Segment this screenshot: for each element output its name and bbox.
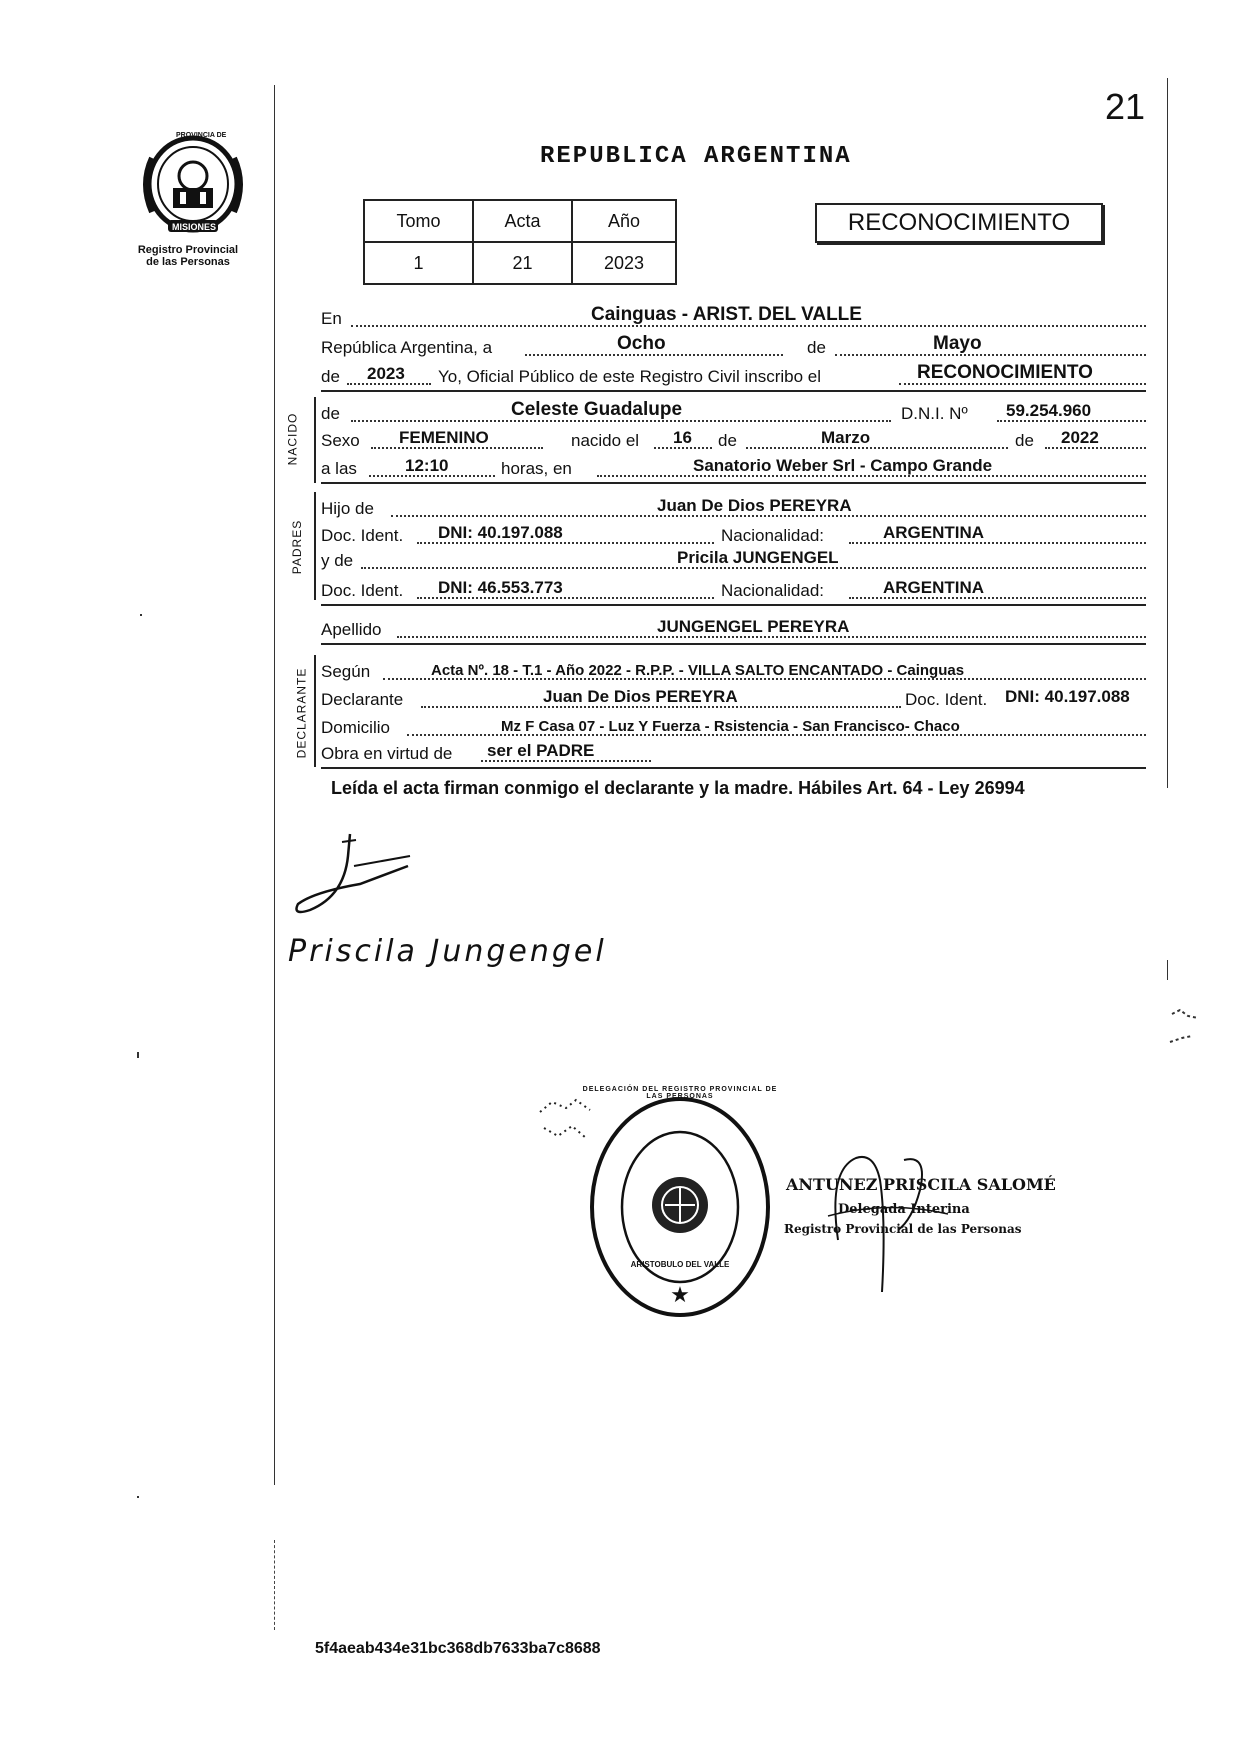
scan-speck	[140, 614, 142, 616]
declarante-doc-label: Doc. Ident.	[905, 690, 988, 709]
page-number: 21	[1105, 86, 1146, 127]
place-label: En	[321, 309, 342, 328]
line-sex-birth	[321, 424, 1146, 454]
birth-time: 12:10	[405, 456, 449, 475]
born-de2-label: de	[1015, 431, 1034, 450]
date-act: RECONOCIMIENTO	[917, 362, 1093, 383]
left-margin-rule-lower	[274, 1540, 275, 1630]
mother-doc-label: Doc. Ident.	[321, 581, 404, 600]
obra-label: Obra en virtud de	[321, 744, 453, 763]
father-nationality: ARGENTINA	[883, 523, 985, 542]
birth-place: Sanatorio Weber Srl - Campo Grande	[693, 456, 993, 475]
nacido-label: NACIDO	[285, 412, 300, 466]
declarant-signature-icon	[290, 826, 430, 926]
padres-bar	[314, 492, 316, 600]
line-apellido	[321, 613, 1146, 645]
month-dots	[835, 354, 1146, 356]
born-year: 2022	[1061, 428, 1099, 447]
official-office: Registro Provincial de las Personas	[784, 1222, 1022, 1236]
line-segun	[321, 655, 1146, 685]
header-acta: Acta	[473, 200, 572, 242]
dni-label: D.N.I. Nº	[901, 404, 968, 423]
value-acta: 21	[473, 242, 572, 284]
father-name: Juan De Dios PEREYRA	[657, 496, 852, 515]
header-tomo: Tomo	[364, 200, 473, 242]
place-value: Cainguas - ARIST. DEL VALLE	[591, 304, 862, 325]
date-de1-label: de	[807, 338, 826, 357]
registry-caption-line2: de las Personas	[146, 256, 230, 268]
record-type-box: RECONOCIMIENTO	[815, 203, 1103, 243]
mother-nat-label: Nacionalidad:	[721, 581, 825, 600]
value-tomo: 1	[364, 242, 473, 284]
left-margin-rule	[274, 85, 275, 1485]
born-month-dots	[746, 447, 1008, 449]
line-year	[321, 360, 1146, 392]
time-label: a las	[321, 459, 357, 478]
domicilio-value: Mz F Casa 07 - Luz Y Fuerza - Rsistencia - San Francisco- Chaco	[501, 718, 960, 735]
date-month: Mayo	[933, 333, 982, 354]
svg-text:★: ★	[670, 1282, 690, 1307]
mother-nationality: ARGENTINA	[883, 578, 985, 597]
line-date	[321, 331, 1146, 361]
born-label: nacido el	[571, 431, 640, 450]
province-emblem	[138, 128, 248, 240]
mother-label: y de	[321, 551, 354, 570]
registry-caption	[118, 244, 258, 268]
date-prefix-label: República Argentina, a	[321, 338, 493, 357]
scan-marks-icon	[1168, 1000, 1218, 1050]
official-signature-icon	[808, 1140, 968, 1300]
line-time-place	[321, 452, 1146, 484]
segun-value: Acta Nº. 18 - T.1 - Año 2022 - R.P.P. - VILLA SALTO ENCANTADO - Cainguas	[431, 662, 965, 679]
child-name-label: de	[321, 404, 340, 423]
record-table	[363, 199, 677, 285]
apellido-label: Apellido	[321, 620, 382, 639]
line-mother-doc	[321, 574, 1146, 606]
line-mother	[321, 544, 1146, 574]
child-dni: 59.254.960	[1006, 401, 1092, 420]
child-name: Celeste Guadalupe	[511, 399, 683, 420]
line-child-name	[321, 397, 1146, 427]
scan-speck	[137, 1496, 139, 1498]
registry-caption-line1: Registro Provincial	[137, 244, 239, 256]
scan-speck	[137, 1052, 139, 1058]
date-statement: Yo, Oficial Público de este Registro Civil inscribo el	[438, 367, 821, 386]
nacido-bar	[314, 397, 316, 483]
mother-doc: DNI: 46.553.773	[438, 578, 563, 597]
line-place	[321, 302, 1146, 332]
line-declarante	[321, 683, 1146, 713]
right-margin-rule	[1167, 78, 1168, 788]
father-doc-label: Doc. Ident.	[321, 526, 404, 545]
declarant-signature	[290, 826, 430, 926]
declarante-label: DECLARANTE	[294, 667, 309, 759]
father-nat-label: Nacionalidad:	[721, 526, 825, 545]
right-margin-rule-lower	[1167, 960, 1168, 980]
born-month: Marzo	[821, 428, 871, 447]
mother-signature: Priscila Jungengel	[288, 934, 607, 969]
obra-value: ser el PADRE	[487, 741, 595, 760]
date-de2-label: de	[321, 367, 340, 386]
emblem-text-top: PROVINCIA DE	[176, 132, 227, 139]
domicilio-label: Domicilio	[321, 718, 390, 737]
value-ano: 2023	[572, 242, 676, 284]
official-role: Delegada Interina	[838, 1202, 970, 1217]
record-table-value-row	[364, 242, 676, 284]
mother-name: Pricila JUNGENGEL	[677, 548, 839, 567]
sex-label: Sexo	[321, 431, 360, 450]
segun-label: Según	[321, 662, 371, 681]
seal-outer-text: DELEGACIÓN DEL REGISTRO PROVINCIAL DE LAS PERSONAS	[582, 1086, 778, 1100]
declarante-name: Juan De Dios PEREYRA	[543, 687, 738, 706]
padres-label: PADRES	[290, 519, 305, 575]
document-hash: 5f4aeab434e31bc368db7633ba7c8688	[315, 1640, 601, 1657]
declarante-name-label: Declarante	[321, 690, 404, 709]
official-seal	[582, 1086, 778, 1322]
record-table-header-row	[364, 200, 676, 242]
declarante-bar	[314, 655, 316, 767]
declarante-doc: DNI: 40.197.088	[1005, 687, 1130, 706]
father-label: Hijo de	[321, 499, 374, 518]
born-de1-label: de	[718, 431, 737, 450]
date-year: 2023	[367, 364, 405, 383]
header-ano: Año	[572, 200, 676, 242]
seal-inner-text: ARISTOBULO DEL VALLE	[630, 1260, 730, 1269]
hours-label: horas, en	[501, 459, 572, 478]
line-obra	[321, 737, 1146, 769]
child-sex: FEMENINO	[399, 428, 489, 447]
official-signature	[808, 1140, 968, 1300]
emblem-text-bottom: MISIONES	[172, 222, 217, 232]
official-name: ANTUNEZ PRISCILA SALOMÉ	[786, 1175, 1056, 1194]
document-title: REPUBLICA ARGENTINA	[540, 143, 852, 170]
line-father	[321, 492, 1146, 522]
closing-text: Leída el acta firman conmigo el declarante y la madre. Hábiles Art. 64 - Ley 26994	[331, 778, 1025, 798]
date-day: Ocho	[617, 333, 666, 354]
seal-icon	[585, 1092, 775, 1322]
father-doc: DNI: 40.197.088	[438, 523, 563, 542]
apellido-value: JUNGENGEL PEREYRA	[657, 617, 850, 636]
born-day: 16	[673, 428, 692, 447]
scan-marks	[1168, 1000, 1218, 1050]
